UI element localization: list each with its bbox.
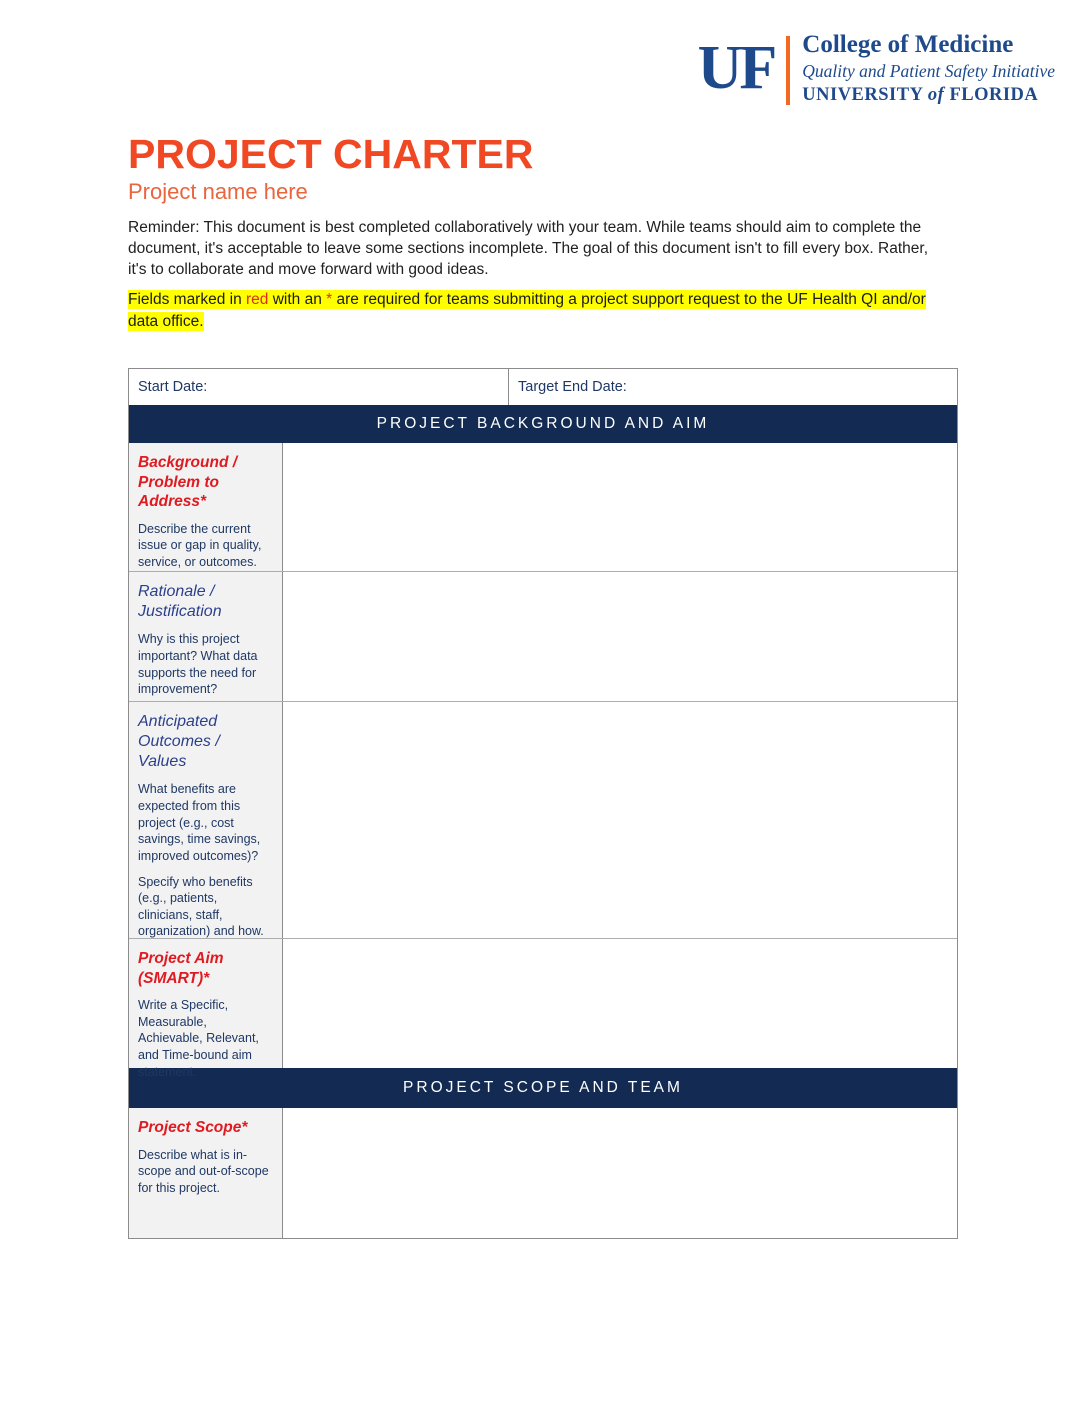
rationale-description: Why is this project important? What data supports the need for improvement? <box>138 632 258 697</box>
project-aim-input-area[interactable] <box>283 939 957 1068</box>
outcomes-input-area[interactable] <box>283 702 957 938</box>
start-date-cell <box>129 369 509 405</box>
rationale-label: Rationale / Justification <box>138 583 222 621</box>
project-scope-description: Describe what is in-scope and out-of-scope for this project. <box>138 1147 269 1195</box>
project-scope-label-cell <box>129 1108 283 1238</box>
logo-text-block <box>802 30 1055 107</box>
uf-logo <box>698 30 1055 107</box>
section-header-scope-and-team: PROJECT SCOPE AND TEAM <box>129 1068 957 1108</box>
note-text-part3: are required for teams submitting a project support request to the UF Health QI and/or data office. <box>128 291 926 330</box>
note-red-word: red <box>246 291 269 308</box>
outcomes-description-1: What benefits are expected from this project (e.g., cost savings, time savings, improved outcomes)? <box>138 782 261 863</box>
start-date-input[interactable] <box>207 369 499 405</box>
logo-university-of: of <box>927 85 945 105</box>
table-row-background <box>129 443 957 571</box>
project-aim-description: Write a Specific, Measurable, Achievable, Relevant, and Time-bound aim statement. <box>138 998 259 1079</box>
logo-university-name <box>802 83 1055 107</box>
outcomes-label-cell <box>129 702 283 938</box>
table-row-rationale <box>129 571 957 701</box>
note-text-part2: with an <box>268 291 327 308</box>
logo-university-prefix: UNIVERSITY <box>802 85 923 105</box>
table-row-project-aim <box>129 938 957 1079</box>
target-end-date-label: Target End Date: <box>518 379 627 395</box>
project-aim-label: Project Aim (SMART)* <box>138 950 224 987</box>
note-text-part1: Fields marked in <box>128 291 247 308</box>
outcomes-label: Anticipated Outcomes / Values <box>138 713 220 771</box>
required-fields-note <box>128 289 934 332</box>
target-end-date-cell <box>509 369 957 405</box>
uf-monogram-icon: UF <box>697 34 775 102</box>
target-end-date-input[interactable] <box>627 369 948 405</box>
dates-row <box>129 369 957 405</box>
table-row-outcomes <box>129 701 957 938</box>
project-scope-input-area[interactable] <box>283 1108 957 1238</box>
note-asterisk: * <box>326 291 333 308</box>
logo-divider <box>786 36 790 105</box>
background-input-area[interactable] <box>283 443 957 571</box>
background-label-cell <box>129 443 283 571</box>
project-scope-label: Project Scope* <box>138 1119 248 1136</box>
page-title: PROJECT CHARTER <box>128 131 534 177</box>
highlighted-note-text <box>128 290 926 331</box>
logo-initiative-name: Quality and Patient Safety Initiative <box>802 61 1055 81</box>
project-aim-label-cell <box>129 939 283 1079</box>
background-description: Describe the current issue or gap in quality, service, or outcomes. <box>138 521 262 569</box>
reminder-paragraph: Reminder: This document is best completed collaboratively with your team. While teams should aim to complete the document, it's acceptable to leave some sections incomplete. The goal of this document isn't to fill every box. Rather, it's to collaborate and move forward with good ideas. <box>128 219 928 278</box>
outcomes-description-2: Specify who benefits (e.g., patients, clinicians, staff, organization) and how. <box>138 874 264 939</box>
rationale-label-cell <box>129 572 283 701</box>
charter-table <box>128 368 958 1239</box>
rationale-input-area[interactable] <box>283 572 957 701</box>
project-name-placeholder[interactable]: Project name here <box>128 179 308 204</box>
background-label: Background / Problem to Address* <box>138 454 238 511</box>
logo-university-suffix: FLORIDA <box>949 85 1039 105</box>
table-row-project-scope <box>129 1108 957 1238</box>
section-header-background-and-aim: PROJECT BACKGROUND AND AIM <box>129 405 957 443</box>
logo-college-name: College of Medicine <box>802 31 1014 58</box>
start-date-label: Start Date: <box>138 379 208 395</box>
